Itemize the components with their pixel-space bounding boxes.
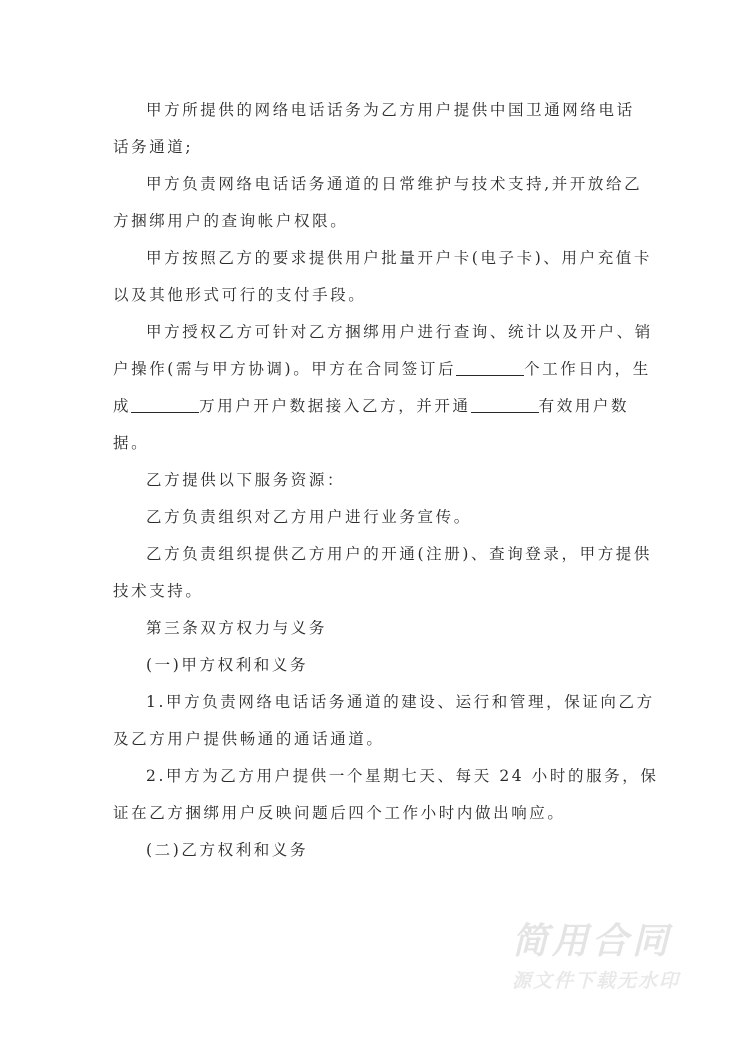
text-line: 2.甲方为乙方用户提供一个星期七天、每天 24 小时的服务，保 <box>146 767 659 785</box>
text-line: 甲方负责网络电话话务通道的日常维护与技术支持,并开放给乙 <box>146 175 643 193</box>
text-line: 证在乙方捆绑用户反映问题后四个工作小时内做出响应。 <box>113 804 566 822</box>
subsection-heading: (二)乙方权利和义务 <box>146 841 309 859</box>
text-segment: 户操作(需与甲方协调)。甲方在合同签订后 <box>113 360 457 378</box>
text-segment: 个工作日内，生 <box>524 360 651 378</box>
subsection-heading: (一)甲方权利和义务 <box>146 656 309 674</box>
text-segment: 万用户开户数据接入乙方，并开通 <box>199 397 471 415</box>
text-line: 技术支持。 <box>113 582 204 600</box>
text-line: 甲方所提供的网络电话话务为乙方用户提供中国卫通网络电话 <box>146 101 635 119</box>
text-line: 方捆绑用户的查询帐户权限。 <box>113 212 349 230</box>
text-line: 乙方负责组织提供乙方用户的开通(注册)、查询登录，甲方提供 <box>146 545 652 563</box>
text-line-with-blanks <box>113 388 633 425</box>
text-line: 及乙方用户提供畅通的通话通道。 <box>113 730 385 748</box>
document-body <box>113 92 659 869</box>
text-segment: 有效用户数 <box>538 397 630 415</box>
text-line: 甲方授权乙方可针对乙方捆绑用户进行查询、统计以及开户、销 <box>146 323 653 341</box>
text-segment: 成 <box>113 397 132 415</box>
text-line: 乙方提供以下服务资源： <box>146 471 346 489</box>
fill-in-blank-workdays <box>456 351 524 376</box>
text-line: 话务通道; <box>113 138 194 156</box>
text-line: 乙方负责组织对乙方用户进行业务宣传。 <box>146 508 472 526</box>
text-line: 甲方按照乙方的要求提供用户批量开户卡(电子卡)、用户充值卡 <box>146 249 652 267</box>
text-line: 据。 <box>113 434 150 452</box>
text-line-with-blank <box>113 351 651 388</box>
text-line: 以及其他形式可行的支付手段。 <box>113 286 367 304</box>
watermark-title: 简用合同 <box>512 921 673 962</box>
watermark-subtitle: 源文件下载无水印 <box>512 970 681 992</box>
fill-in-blank-user-count <box>131 388 199 413</box>
watermark <box>512 920 712 996</box>
text-line: 1.甲方负责网络电话话务通道的建设、运行和管理，保证向乙方 <box>146 693 655 711</box>
section-heading: 第三条双方权力与义务 <box>146 619 328 637</box>
fill-in-blank-valid-users <box>471 388 539 413</box>
